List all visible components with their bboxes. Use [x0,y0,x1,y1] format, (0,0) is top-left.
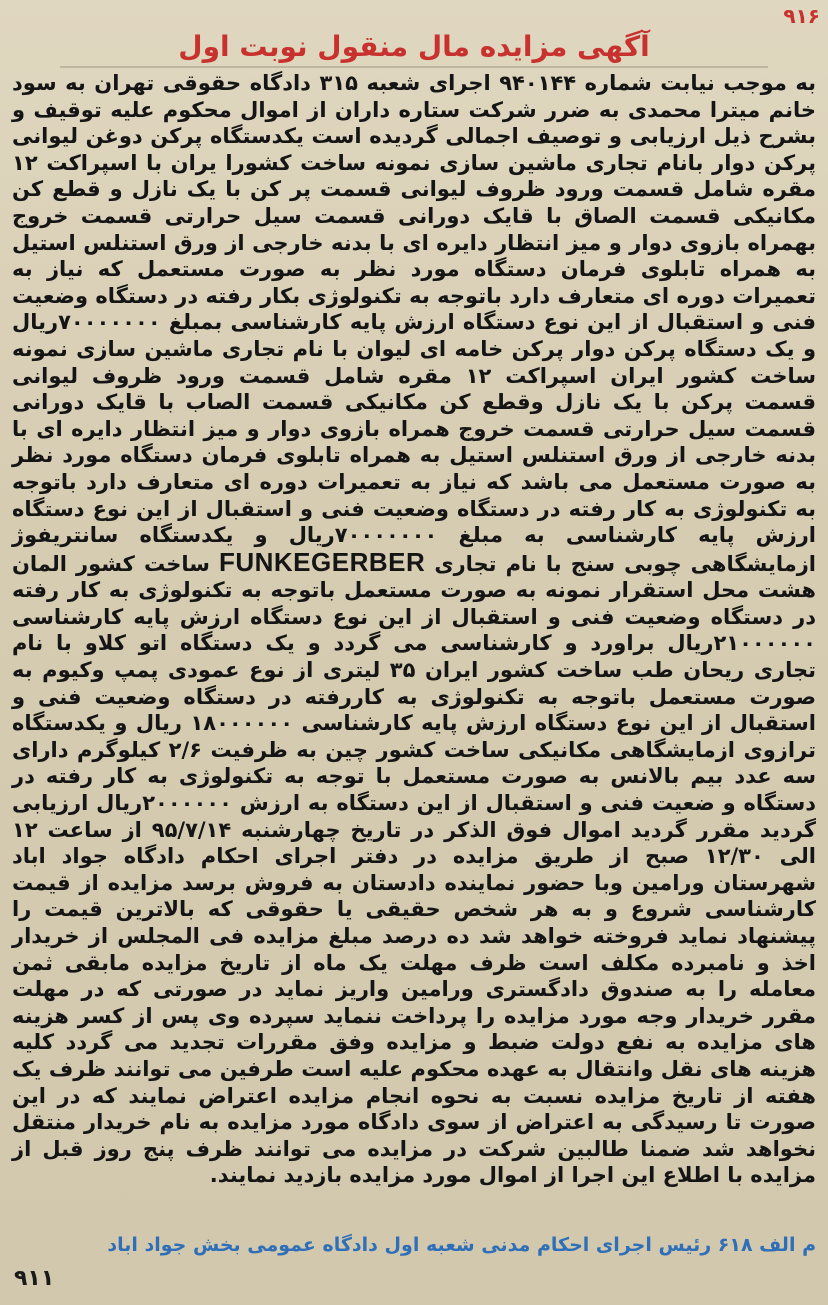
announcement-title: آگهی مزایده مال منقول نوبت اول [178,30,650,63]
page-number-bottom: ۹۱۱ [14,1266,55,1291]
body-text-part-1: به موجب نیابت شماره ۹۴۰۱۴۴ اجرای شعبه ۳۱۵ دادگاه حقوقی تهران به سود خانم میترا محمدی به ضرر شرکت ستاره داران از اموال محکوم علیه توقیف و بشرح ذیل ارزیابی و توصیف اجمالی گردیده است یکدستگاه پرکن دوغن لیوانی پرکن دوار بانام تجاری ماشین سازی نمونه ساخت کشورا یران با اسپراکت ۱۲ مقره شامل قسمت ورود ظروف لیوانی قسمت پر کن با یک نازل و قطع کن مکانیکی قسمت الصاق با قایک دورانی قسمت سیل حرارتی قسمت خروج بهمراه بازوی دوار و میز انتظار دایره ای با بدنه خارجی از ورق استنلس استیل به همراه تابلوی فرمان دستگاه مورد نظر به صورت مستعمل که نیاز به تعمیرات دوره ای متعارف دارد باتوجه به تکنولوژی بکار رفته در دستگاه وضعیت فنی و استقبال از این نوع دستگاه ارزش پایه کارشناسی بمبلغ ۷۰۰۰۰۰۰۰ریال و یک دستگاه پرکن دوار پرکن خامه ای لیوان با نام تجاری ماشین سازی نمونه ساخت کشور ایران اسپراکت ۱۲ مقره شامل قسمت ورود ظروف لیوانی قسمت پرکن با یک نازل وقطع کن مکانیکی قسمت الصاب با قایک دورانی قسمت سیل حرارتی قسمت خروج همراه بازوی دوار و میز انتظار دایره ای با بدنه خارجی از ورق استنلس استیل به همراه تابلوی فرمان دستگاه مورد نظر به صورت مستعمل می باشد که نیاز به تعمیرات دوره ای متعارف دارد باتوجه به تکنولوژی به کار رفته در دستگاه وضعیت فنی و استقبال از این نوع دستگاه ارزش پایه کارشناسی به مبلغ ۷۰۰۰۰۰۰۰ریال و یکدستگاه سانتریفوژ ازمایشگاهی چوبی سنج با نام تجاری [12,71,817,576]
page-number-top: ۹۱۶ [783,4,820,28]
body-text-part-2: ساخت کشور المان هشت محل استقرار نمونه به صورت مستعمل باتوجه به تکنولوژی به کار رفته در دستگاه وضعیت فنی و استقبال از این نوع دستگاه ارزش پایه کارشناسی ۲۱۰۰۰۰۰۰ریال براورد و کارشناسی می گردد و یک دستگاه اتو کلاو با نام تجاری ریحان طب ساخت کشور ایران ۳۵ لیتری از نوع عمودی پمپ وکیوم به صورت مستعمل باتوجه به تکنولوژی به کاررفته در دستگاه وضعیت فنی و استقبال از این نوع دستگاه ارزش پایه کارشناسی ۱۸۰۰۰۰۰۰ ریال و یکدستگاه ترازوی ازمایشگاهی مکانیکی ساخت کشور چین به ظرفیت ۲/۶ کیلوگرم دارای سه عدد بیم بالانس به صورت مستعمل با توجه به تکنولوژی به کار رفته در دستگاه و ضعیت فنی و استقبال از این دستگاه به ارزش ۲۰۰۰۰۰۰ریال ارزیابی گردید مقرر گردید اموال فوق الذکر در تاریخ چهارشنبه ۹۵/۷/۱۴ از ساعت ۱۲ الی ۱۲/۳۰ صبح از طریق مزایده در دفتر اجرای احکام دادگاه جواد اباد شهرستان ورامین وبا حضور نماینده دادستان به فروش برسد مزایده از قیمت کارشناسی شروع و به هر شخص حقیقی یا حقوقی که بالاترین قیمت را پیشنهاد نماید فروخته خواهد شد ده درصد مبلغ مزایده فی المجلس از خریدار اخذ و نامبرده مکلف است ظرف مهلت یک ماه از تاریخ مزایده مابقی ثمن معامله را به صندوق دادگستری ورامین واریز نماید در صورتی که در مهلت مقرر خریدار وجه مورد مزایده را پرداخت ننماید سپرده وی پس از کسر هزینه های مزایده به نفع دولت ضبط و مزایده وفق مقررات تجدید می گردد کلیه هزینه های نقل وانتقال به عهده محکوم علیه است طرفین می توانند ظرف یک هفته از تاریخ مزایده نسبت به نحوه انجام مزایده اعتراض نمایند که در این صورت تا رسیدگی به اعتراض از سوی دادگاه مورد مزایده به نام خریدار منتقل نخواهد شد ضمنا طالبین شرکت در مزایده می توانند ظرف پنج روز قبل از مزایده با اطلاع این اجرا از اموال مورد مزایده بازدید نمایند. [12,551,817,1188]
brand-name: FUNKEGERBER [218,546,426,577]
announcement-body [12,70,816,1189]
body-paragraph [12,70,816,1189]
title-divider [60,66,768,68]
signature-line: م الف ۶۱۸ رئیس اجرای احکام مدنی شعبه اول دادگاه عمومی بخش جواد اباد [107,1234,816,1256]
